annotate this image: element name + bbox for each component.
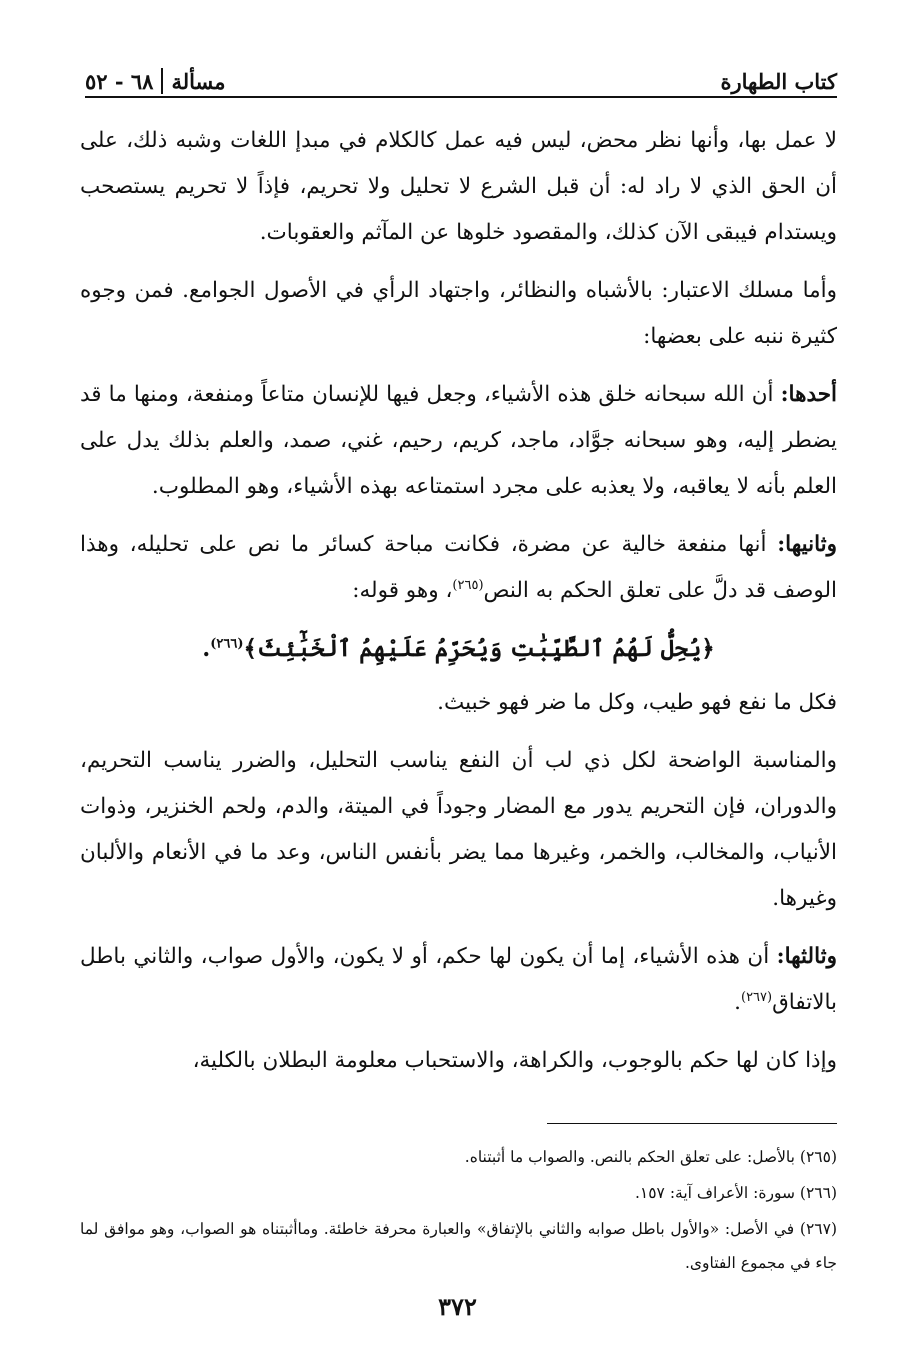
footnote: (٢٦٥) بالأصل: على تعلق الحكم بالنص. والصواب ما أثبتناه. (464, 1148, 837, 1166)
footnote-marker[interactable]: (٢٦٦) (210, 636, 244, 652)
running-header (85, 58, 837, 94)
paragraph-text: وإذا كان لها حكم بالوجوب، والكراهة، والاستحباب معلومة البطلان بالكلية، (192, 1048, 837, 1073)
issue-label: مسألة (171, 69, 226, 94)
paragraph (80, 934, 837, 1026)
paragraph (80, 118, 837, 256)
footnote: (٢٦٧) في الأصل: «والأول باطل صوابه والثاني بالإتفاق» والعبارة محرفة خاطئة. وماأثبتناه هو الصواب، وهو موافق لما جاء في مجموع الفتاوى. (80, 1220, 837, 1272)
header-separator-bar (161, 68, 163, 94)
quran-verse-tail: . (202, 635, 211, 662)
paragraph-text: فكل ما نفع فهو طيب، وكل ما ضر فهو خبيث. (437, 690, 837, 715)
paragraph-tail: . (734, 990, 741, 1015)
footnote-separator (547, 1123, 837, 1124)
page-number: ٣٧٢ (438, 1292, 477, 1321)
paragraph-text: لا عمل بها، وأنها نظر محض، ليس فيه عمل كالكلام في مبدإ اللغات وشبه ذلك، على أن الحق الذي لا راد له: أن قبل الشرع لا تحليل ولا تحريم، فإذاً لا تحريم يستصحب ويستدام فيبقى الآن كذلك، والمقصود خلوها عن المآثم والعقوبات. (80, 128, 837, 245)
footnote: (٢٦٦) سورة: الأعراف آية: ١٥٧. (634, 1184, 837, 1202)
issue-range: ٦٨ - ٥٢ (85, 69, 154, 94)
paragraph-tail: ، وهو قوله: (352, 578, 453, 603)
paragraph-lead: أحدها: (780, 382, 837, 407)
paragraph (80, 738, 837, 922)
paragraph-text: أن الله سبحانه خلق هذه الأشياء، وجعل فيها للإنسان متاعاً ومنفعة، ومنها ما قد يضطر إليه، وهو سبحانه جوَّاد، ماجد، كريم، رحيم، غني، صمد، والعلم بذلك يدل على العلم بأنه لا يعاقبه، ولا يعذبه على مجرد استمتاعه بهذه الأشياء، وهو المطلوب. (80, 382, 837, 499)
book-title: كتاب الطهارة (720, 69, 837, 94)
quran-verse (80, 626, 837, 672)
header-rule (85, 96, 837, 98)
footnote-marker[interactable]: (٢٦٧) (741, 989, 773, 1005)
quran-verse-text: ﴿يُحِلُّ لَهُمُ ٱلطَّيِّبَٰتِ وَيُحَرِّمُ عَلَيْهِمُ ٱلْخَبَٰٓئِثَ﴾ (243, 635, 715, 662)
paragraph-text: وأما مسلك الاعتبار: بالأشباه والنظائر، واجتهاد الرأي في الأصول الجوامع. فمن وجوه كثيرة ننبه على بعضها: (80, 278, 837, 349)
main-text (80, 118, 837, 1096)
paragraph (80, 680, 837, 726)
paragraph-text: والمناسبة الواضحة لكل ذي لب أن النفع يناسب التحليل، والضرر يناسب التحريم، والدوران، فإن التحريم يدور مع المضار وجوداً في الميتة، والدم، ولحم الخنزير، وذوات الأنياب، والمخالب، والخمر، وغيرها مما يضر بأنفس الناس، وعد ما في الأنعام والألبان وغيرها. (80, 748, 837, 911)
footnote-marker[interactable]: (٢٦٥) (452, 577, 484, 593)
paragraph (80, 268, 837, 360)
paragraph (80, 522, 837, 614)
paragraph (80, 1038, 837, 1084)
footnotes (80, 1140, 837, 1282)
paragraph-lead: وثالثها: (776, 944, 837, 969)
paragraph-lead: وثانيها: (777, 532, 837, 557)
paragraph (80, 372, 837, 510)
paragraph-text: أن هذه الأشياء، إما أن يكون لها حكم، أو لا يكون، والأول صواب، والثاني باطل بالاتفاق (80, 944, 837, 1015)
issue-reference (85, 68, 226, 94)
paragraph-text: أنها منفعة خالية عن مضرة، فكانت مباحة كسائر ما نص على تحليله، وهذا الوصف قد دلَّ على تعلق الحكم به النص (80, 532, 837, 603)
